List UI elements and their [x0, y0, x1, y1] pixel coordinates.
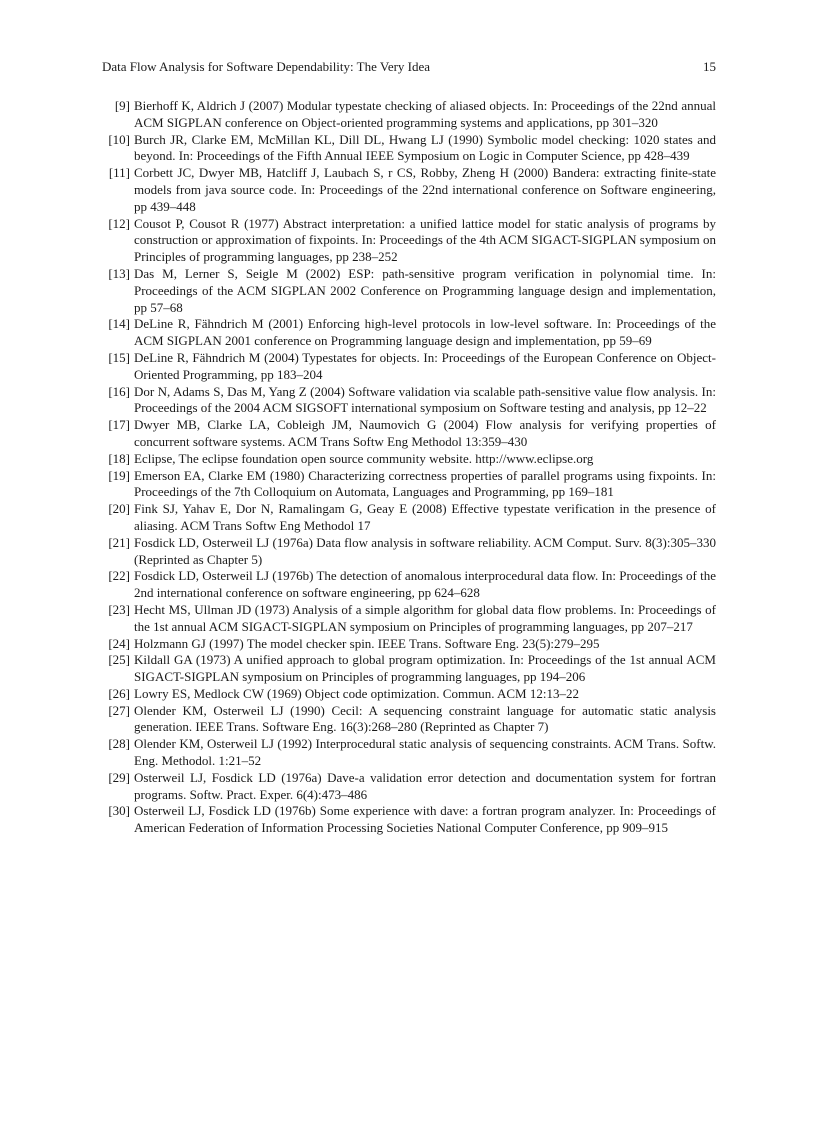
reference-text: Lowry ES, Medlock CW (1969) Object code optimization. Commun. ACM 12:13–22	[134, 685, 579, 701]
reference-number: [24]	[108, 635, 130, 651]
reference-number: [28]	[108, 736, 130, 752]
reference-item	[102, 98, 716, 132]
reference-number: [19]	[108, 467, 130, 483]
reference-number: [26]	[108, 685, 130, 701]
reference-item	[102, 652, 716, 686]
reference-text: Osterweil LJ, Fosdick LD (1976a) Dave-a validation error detection and documentation system for fortran programs. Softw. Pract. Exper. 6(4):473–486	[134, 769, 716, 802]
reference-number: [12]	[108, 215, 130, 231]
page-number: 15	[703, 59, 716, 74]
reference-text: DeLine R, Fähndrich M (2001) Enforcing high-level protocols in low-level software. In: Proceedings of the ACM SIGPLAN 2001 conference on Programming language design and implementation, pp 59–69	[134, 316, 716, 349]
reference-text: Fosdick LD, Osterweil LJ (1976b) The detection of anomalous interprocedural data flow. In: Proceedings of the 2nd international conference on software engineering, pp 624–628	[134, 568, 716, 601]
reference-number: [14]	[108, 316, 130, 332]
reference-number: [27]	[108, 702, 130, 718]
reference-text: Corbett JC, Dwyer MB, Hatcliff J, Laubach S, r CS, Robby, Zheng H (2000) Bandera: extracting finite-state models from java source code. In: Proceedings of the 22nd international conference on Software engineering, pp 439–448	[134, 165, 716, 214]
reference-text: Eclipse, The eclipse foundation open source community website. http://www.eclipse.org	[134, 450, 594, 466]
reference-item	[102, 770, 716, 804]
reference-number: [29]	[108, 769, 130, 785]
reference-text: Das M, Lerner S, Seigle M (2002) ESP: path-sensitive program verification in polynomial time. In: Proceedings of the ACM SIGPLAN 2002 Conference on Programming language design and implementation, pp 57–68	[134, 265, 716, 315]
reference-item	[102, 417, 716, 451]
reference-number: [10]	[108, 131, 130, 147]
reference-number: [23]	[108, 601, 130, 617]
reference-text: Kildall GA (1973) A unified approach to global program optimization. In: Proceedings of the 1st annual ACM SIGACT-SIGPLAN symposium on Principles of programming languages, pp 194–206	[134, 652, 716, 685]
running-header	[102, 58, 716, 76]
reference-number: [13]	[108, 265, 130, 281]
reference-text: Olender KM, Osterweil LJ (1990) Cecil: A sequencing constraint language for automatic static analysis generation. IEEE Trans. Software Eng. 16(3):268–280 (Reprinted as Chapter 7)	[134, 702, 716, 735]
reference-number: [20]	[108, 501, 130, 517]
reference-number: [25]	[108, 652, 130, 668]
reference-item	[102, 350, 716, 384]
reference-item	[102, 132, 716, 166]
reference-item	[102, 803, 716, 837]
reference-item	[102, 468, 716, 502]
reference-item	[102, 216, 716, 266]
reference-number: [11]	[108, 165, 130, 181]
reference-number: [30]	[108, 803, 130, 819]
reference-item	[102, 501, 716, 535]
reference-text: Emerson EA, Clarke EM (1980) Characterizing correctness properties of parallel programs using fixpoints. In: Proceedings of the 7th Colloquium on Automata, Languages and Programming, pp 169–181	[134, 467, 716, 500]
reference-number: [15]	[108, 349, 130, 365]
reference-number: [18]	[108, 450, 130, 466]
reference-number: [17]	[108, 417, 130, 433]
reference-item	[102, 165, 716, 215]
reference-item	[102, 266, 716, 316]
reference-item	[102, 703, 716, 737]
reference-text: Fink SJ, Yahav E, Dor N, Ramalingam G, Geay E (2008) Effective typestate verification in the presence of aliasing. ACM Trans Softw Eng Methodol 17	[134, 501, 716, 533]
reference-item	[102, 686, 716, 703]
reference-number: [9]	[114, 98, 130, 113]
reference-text: Burch JR, Clarke EM, McMillan KL, Dill DL, Hwang LJ (1990) Symbolic model checking: 1020 states and beyond. In: Proceedings of the Fifth Annual IEEE Symposium on Logic in Computer Science, pp 428–439	[134, 131, 716, 164]
reference-text: Cousot P, Cousot R (1977) Abstract interpretation: a unified lattice model for static analysis of programs by construction or approximation of fixpoints. In: Proceedings of the 4th ACM SIGACT-SIGPLAN symposium on Principles of programming languages, pp 238–252	[134, 215, 716, 265]
reference-text: Osterweil LJ, Fosdick LD (1976b) Some experience with dave: a fortran program analyzer. In: Proceedings of American Federation of Information Processing Societies National Computer Conference, pp 909–915	[134, 803, 716, 836]
reference-number: [22]	[108, 568, 130, 584]
reference-number: [21]	[108, 534, 130, 550]
reference-text: Olender KM, Osterweil LJ (1992) Interprocedural static analysis of sequencing constraints. ACM Trans. Softw. Eng. Methodol. 1:21–52	[134, 736, 716, 769]
reference-item	[102, 316, 716, 350]
reference-item	[102, 736, 716, 770]
reference-list	[102, 98, 716, 837]
reference-text: Hecht MS, Ullman JD (1973) Analysis of a simple algorithm for global data flow problems. In: Proceedings of the 1st annual ACM SIGACT-SIGPLAN symposium on Principles of programming languages, pp 207–217	[134, 601, 716, 634]
reference-item	[102, 636, 716, 653]
reference-text: DeLine R, Fähndrich M (2004) Typestates for objects. In: Proceedings of the European Conference on Object-Oriented Programming, pp 183–204	[134, 349, 716, 382]
running-title: Data Flow Analysis for Software Dependability: The Very Idea	[102, 59, 431, 74]
reference-item	[102, 384, 716, 418]
reference-text: Dwyer MB, Clarke LA, Cobleigh JM, Naumovich G (2004) Flow analysis for verifying properties of concurrent software systems. ACM Trans Softw Eng Methodol 13:359–430	[134, 417, 716, 449]
reference-text: Bierhoff K, Aldrich J (2007) Modular typestate checking of aliased objects. In: Proceedings of the 22nd annual ACM SIGPLAN conference on Object-oriented programming systems and applications, pp 301–320	[134, 98, 716, 130]
reference-number: [16]	[108, 383, 130, 399]
reference-item	[102, 535, 716, 569]
reference-item	[102, 602, 716, 636]
reference-item	[102, 451, 716, 468]
reference-text: Holzmann GJ (1997) The model checker spin. IEEE Trans. Software Eng. 23(5):279–295	[134, 635, 600, 651]
reference-item	[102, 568, 716, 602]
reference-text: Dor N, Adams S, Das M, Yang Z (2004) Software validation via scalable path-sensitive value flow analysis. In: Proceedings of the 2004 ACM SIGSOFT international symposium on Software testing and analysis, pp 12–22	[134, 383, 716, 416]
reference-text: Fosdick LD, Osterweil LJ (1976a) Data flow analysis in software reliability. ACM Comput. Surv. 8(3):305–330 (Reprinted as Chapter 5)	[134, 534, 716, 567]
